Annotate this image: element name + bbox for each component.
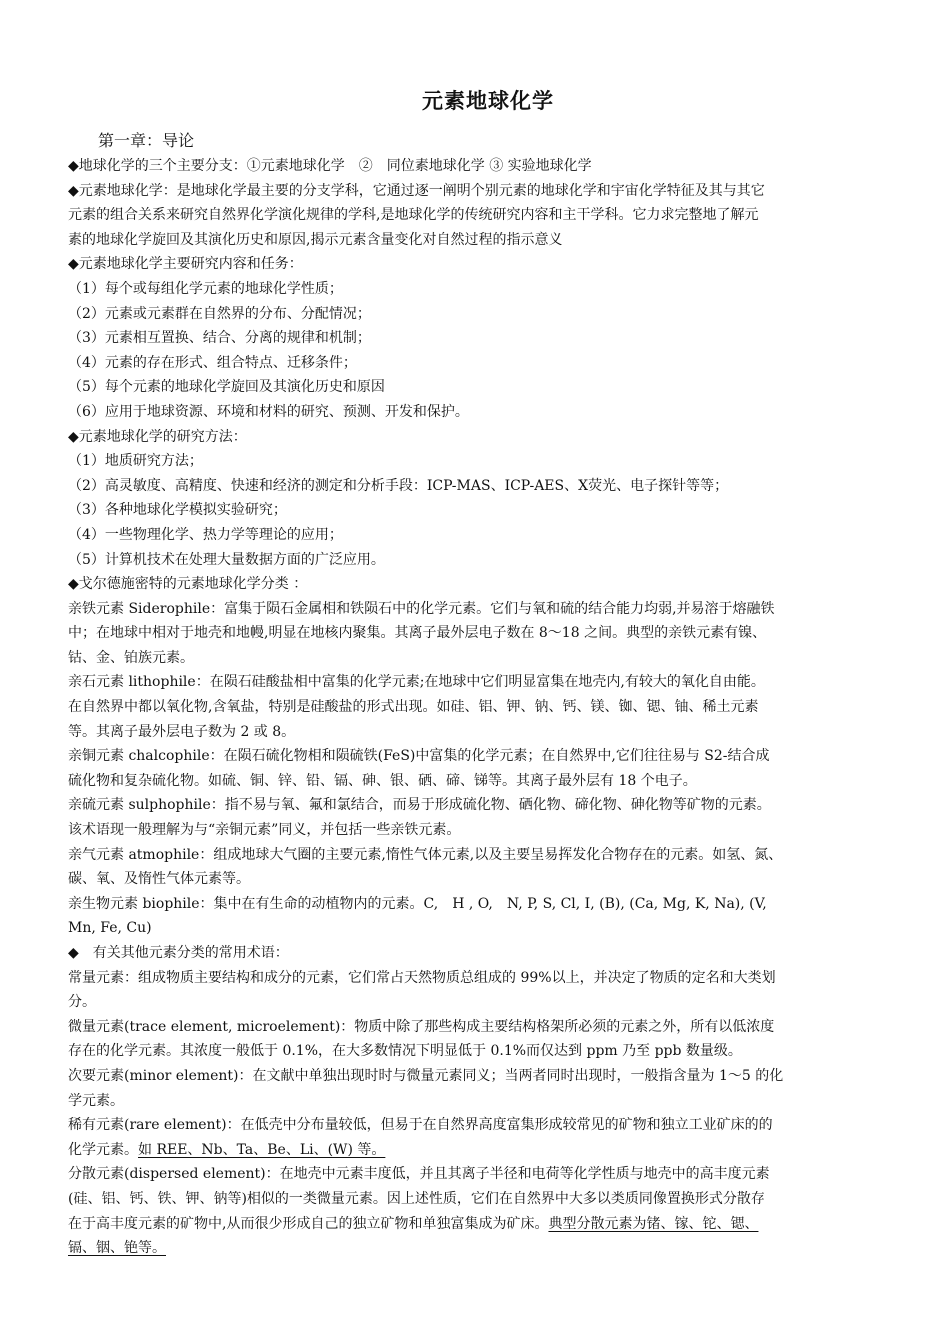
text-line: （3）各种地球化学模拟实验研究； bbox=[68, 502, 287, 519]
text-line: 在自然界中都以氧化物,含氧盐，特别是硅酸盐的形式出现。如硅、铝、钾、钠、钙、镁、铷、锶、铀、稀土元素 bbox=[68, 699, 759, 716]
text-line: （5）每个元素的地球化学旋回及其演化历史和原因 bbox=[68, 379, 385, 396]
text-line: （6）应用于地球资源、环境和材料的研究、预测、开发和保护。 bbox=[68, 403, 469, 420]
text-line: 次要元素(minor element)：在文献中单独出现时时与微量元素同义；当两者同时出现时，一般指含量为 1～5 的化 bbox=[68, 1067, 784, 1084]
text-line: 常量元素：组成物质主要结构和成分的元素，它们常占天然物质总组成的 99%以上，并决定了物质的定名和大类划 bbox=[68, 969, 776, 986]
document-title: 元素地球化学 bbox=[422, 89, 554, 113]
text-line: 亲气元素 atmophile：组成地球大气圈的主要元素,惰性气体元素,以及主要呈易挥发化合物存在的元素。如氢、氮、 bbox=[68, 846, 783, 863]
text-line: 分。 bbox=[68, 994, 96, 1011]
text-line: ◆元素地球化学主要研究内容和任务： bbox=[68, 256, 303, 273]
text-line: （1）每个或每组化学元素的地球化学性质； bbox=[68, 280, 343, 297]
text-line: 钴、金、铂族元素。 bbox=[68, 649, 194, 666]
text-line: （4）元素的存在形式、组合特点、迁移条件； bbox=[68, 354, 357, 371]
text-line: （3）元素相互置换、结合、分离的规律和机制； bbox=[68, 330, 371, 347]
text-line: 微量元素(trace element, microelement)：物质中除了那些构成主要结构格架所必须的元素之外，所有以低浓度 bbox=[68, 1018, 775, 1035]
text-line: 亲硫元素 sulphophile：指不易与氧、氟和氯结合，而易于形成硫化物、硒化物、碲化物、砷化物等矿物的元素。 bbox=[68, 797, 771, 814]
text-line: 素的地球化学旋回及其演化历史和原因,揭示元素含量变化对自然过程的指示意义 bbox=[68, 231, 563, 248]
document-page bbox=[68, 84, 908, 1261]
text-line: 碳、氧、及惰性气体元素等。 bbox=[68, 871, 250, 888]
text-line: （2）高灵敏度、高精度、快速和经济的测定和分析手段：ICP-MAS、ICP-AES、X荧光、电子探针等等； bbox=[68, 477, 729, 494]
text-line: 中；在地球中相对于地壳和地幔,明显在地核内聚集。其离子最外层电子数在 8～18 之间。典型的亲铁元素有镍、 bbox=[68, 625, 767, 642]
text-run: 在于高丰度元素的矿物中,从而很少形成自己的独立矿物和单独富集成为矿床。 bbox=[68, 1215, 549, 1232]
chapter-heading: 第一章：导论 bbox=[98, 131, 195, 150]
underlined-text: 典型分散元素为锗、镓、铊、锶、 bbox=[548, 1215, 759, 1232]
text-line: 亲石元素 lithophile：在陨石硅酸盐相中富集的化学元素;在地球中它们明显富集在地壳内,有较大的氧化自由能。 bbox=[68, 674, 765, 691]
text-line bbox=[68, 1212, 908, 1237]
text-line: （4）一些物理化学、热力学等理论的应用； bbox=[68, 526, 343, 543]
text-line: ◆地球化学的三个主要分支：①元素地球化学 ② 同位素地球化学 ③ 实验地球化学 bbox=[68, 158, 592, 174]
underlined-text: 如 REE、Nb、Ta、Be、Li、(W) 等。 bbox=[138, 1141, 386, 1158]
text-line: 亲铁元素 Siderophile：富集于陨石金属相和铁陨石中的化学元素。它们与氧和硫的结合能力均弱,并易溶于熔融铁 bbox=[68, 600, 775, 617]
text-line: ◆戈尔德施密特的元素地球化学分类 ： bbox=[68, 576, 308, 593]
text-line: 亲生物元素 biophile：集中在有生命的动植物内的元素。C, H , O, N, P, S, Cl, I, (B), (Ca, Mg, K, Na), (V, bbox=[68, 895, 767, 912]
text-line bbox=[68, 1138, 908, 1163]
text-line: 元素的组合关系来研究自然界化学演化规律的学科,是地球化学的传统研究内容和主干学科。它力求完整地了解元 bbox=[68, 207, 759, 224]
text-line: （1）地质研究方法； bbox=[68, 453, 203, 470]
text-line: 存在的化学元素。其浓度一般低于 0.1%，在大多数情况下明显低于 0.1%而仅达到 ppm 乃至 ppb 数量级。 bbox=[68, 1043, 742, 1060]
text-run: 化学元素。 bbox=[68, 1141, 138, 1158]
document-body bbox=[68, 154, 908, 1138]
text-line: 等。其离子最外层电子数为 2 或 8。 bbox=[68, 723, 296, 740]
text-line: 该术语现一般理解为与“亲铜元素”同义，并包括一些亲铁元素。 bbox=[68, 822, 461, 839]
text-line: (硅、铝、钙、铁、钾、钠等)相似的一类微量元素。因上述性质，它们在自然界中大多以类质同像置换形式分散存 bbox=[68, 1190, 765, 1207]
text-line: 亲铜元素 chalcophile：在陨石硫化物相和陨硫铁(FeS)中富集的化学元素；在自然界中,它们往往易与 S2-结合成 bbox=[68, 748, 770, 765]
text-line: （2）元素或元素群在自然界的分布、分配情况； bbox=[68, 305, 371, 322]
text-line: ◆元素地球化学的研究方法： bbox=[68, 428, 247, 445]
text-line: 稀有元素(rare element)：在低壳中分布量较低，但易于在自然界高度富集形成较常见的矿物和独立工业矿床的的 bbox=[68, 1117, 773, 1134]
text-line: 学元素。 bbox=[68, 1092, 124, 1109]
text-line: ◆元素地球化学：是地球化学最主要的分支学科，它通过逐一阐明个别元素的地球化学和宇宙化学特征及其与其它 bbox=[68, 182, 765, 199]
text-line: （5）计算机技术在处理大量数据方面的广泛应用。 bbox=[68, 551, 385, 568]
text-line: ◆ 有关其他元素分类的常用术语： bbox=[68, 945, 289, 961]
text-line: 分散元素(dispersed element)：在地壳中元素丰度低，并且其离子半径和电荷等化学性质与地壳中的高丰度元素 bbox=[68, 1166, 770, 1183]
text-line: Mn, Fe, Cu) bbox=[68, 920, 152, 937]
text-line bbox=[68, 1236, 908, 1261]
underlined-text: 镉、铟、铯等。 bbox=[68, 1240, 166, 1257]
text-line: 硫化物和复杂硫化物。如硫、铜、锌、铅、镉、砷、银、硒、碲、锑等。其离子最外层有 18 个电子。 bbox=[68, 772, 697, 789]
